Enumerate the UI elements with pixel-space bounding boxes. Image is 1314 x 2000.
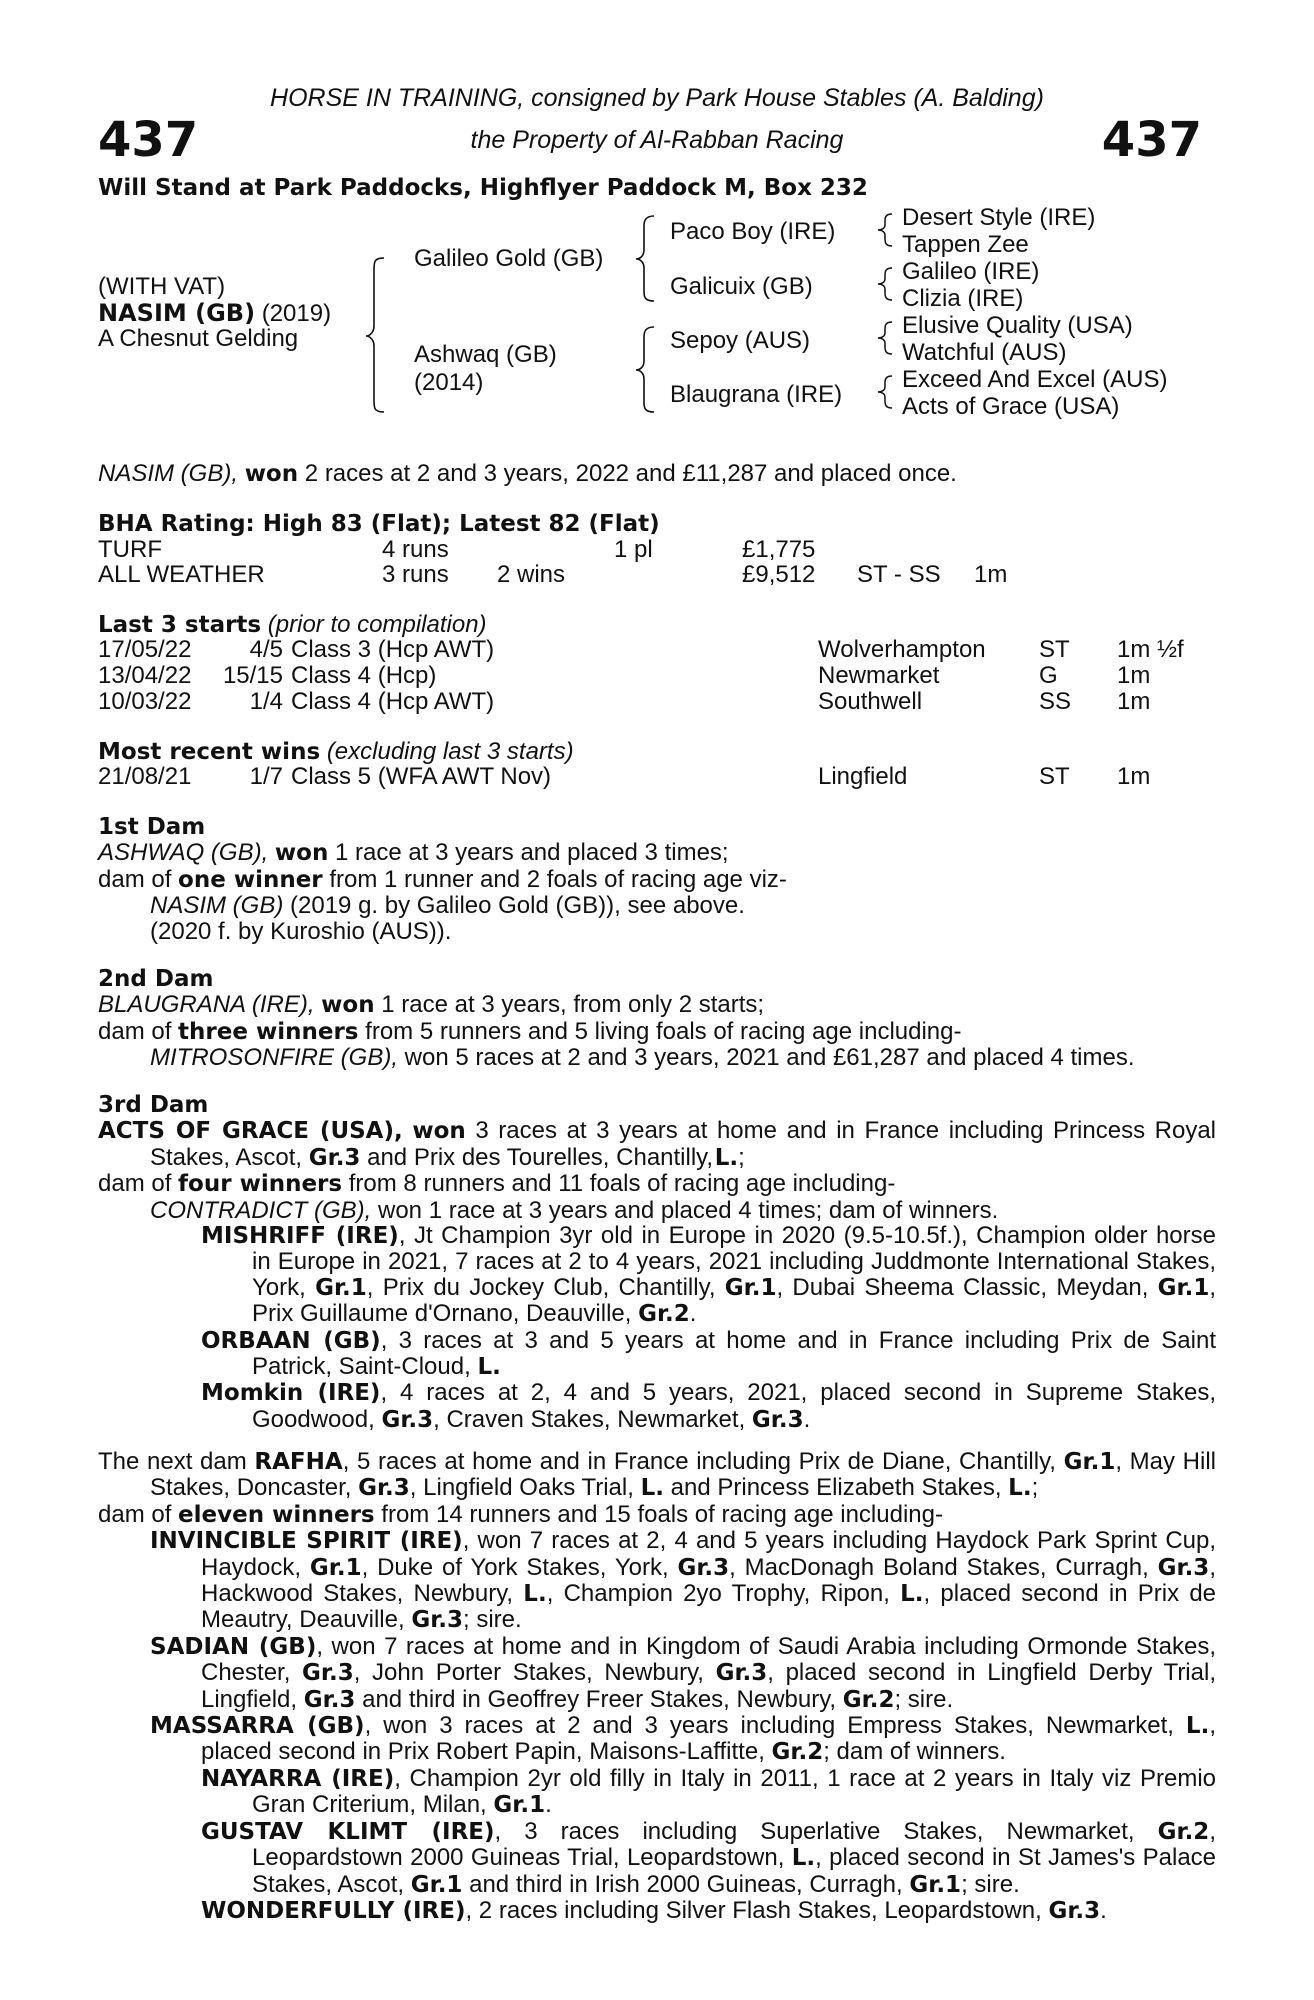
first-dam-won: won — [274, 840, 329, 867]
mishriff-grade-1: Gr.1 — [315, 1274, 367, 1301]
first-dam-record: 1 race at 3 years and placed 3 times; — [335, 839, 729, 867]
orbaan-text: , 3 races at 3 and 5 years at home and in France including Prix de Saint Patrick, Saint-Cloud, — [252, 1326, 1216, 1381]
start-1-pos: 4/5 — [249, 636, 283, 663]
grandparent-3: Galileo (IRE) — [902, 258, 1040, 285]
win-1-distance: 1m — [1117, 763, 1151, 790]
grandparent-6: Watchful (AUS) — [902, 339, 1067, 366]
vat-note: (WITH VAT) — [98, 273, 226, 300]
second-dam-runners: from 5 runners and 5 living foals of racing age including- — [365, 1017, 962, 1045]
start-3-date: 10/03/22 — [98, 688, 192, 715]
sadian-text-5: ; sire. — [894, 1685, 954, 1713]
first-dam-line-4: (2020 f. by Kuroshio (AUS)). — [150, 917, 452, 945]
first-dam-runners: from 1 runner and 2 foals of racing age viz- — [329, 865, 787, 893]
first-dam-foal-1-text: (2019 g. by Galileo Gold (GB)), see above. — [290, 892, 745, 920]
sadian-name: SADIAN (GB) — [150, 1633, 317, 1660]
momkin-grade-1: Gr.3 — [381, 1406, 434, 1433]
mishriff-entry — [98, 1223, 1216, 1328]
start-2-going: G — [1039, 662, 1058, 689]
first-dam-foal-1-name: NASIM (GB) — [150, 892, 284, 920]
rating-turf-runs: 4 runs — [382, 536, 449, 563]
mitrosonfire-name: MITROSONFIRE (GB), — [150, 1044, 398, 1072]
first-dam-line-2 — [98, 867, 1216, 893]
wonderfully-grade: Gr.3 — [1048, 1897, 1101, 1924]
property-line: the Property of Al-Rabban Racing — [470, 126, 844, 154]
sadian-grade-3: Gr.3 — [303, 1686, 356, 1713]
horse-description: A Chesnut Gelding — [98, 325, 299, 352]
sadian-grade-2: Gr.3 — [715, 1660, 768, 1687]
acts-of-grace-won: won — [412, 1118, 466, 1145]
second-dam-record: 1 race at 3 years, from only 2 starts; — [381, 991, 765, 1019]
momkin-text-1: , 4 races at 2, 4 and 5 years, 2021, placed second in Supreme Stakes, Goodwood, — [252, 1379, 1217, 1433]
win-1-going: ST — [1039, 763, 1070, 790]
race-summary — [98, 461, 957, 487]
third-dam-heading: 3rd Dam — [98, 1092, 209, 1118]
first-dam-name: ASHWAQ (GB), — [98, 839, 269, 867]
invincible-spirit-text-5: , Champion 2yo Trophy, Ripon, — [546, 1580, 890, 1608]
start-1-distance: 1m ½f — [1117, 636, 1184, 663]
rafha-text-2: , May Hill Stakes, Doncaster, — [150, 1448, 1217, 1502]
second-dam-line-2 — [98, 1019, 1216, 1045]
invincible-spirit-text-7: ; sire. — [463, 1606, 522, 1634]
first-dam-line-1 — [98, 840, 1216, 866]
massarra-text-1: , won 3 races at 2 and 3 years including Empress Stakes, Newmarket, — [364, 1712, 1174, 1740]
first-dam-damof: dam of — [98, 865, 172, 893]
rating-aw-surface: ALL WEATHER — [98, 561, 265, 588]
sire-sire: Paco Boy (IRE) — [670, 218, 836, 245]
mishriff-grade-3: Gr.1 — [1157, 1274, 1210, 1301]
grandparent-4: Clizia (IRE) — [902, 285, 1024, 312]
rating-aw-distance: 1m — [974, 561, 1008, 588]
massarra-text-3: ; dam of winners. — [823, 1738, 1006, 1766]
invincible-spirit-entry — [98, 1528, 1216, 1634]
acts-of-grace-text-3: ; — [738, 1143, 745, 1171]
start-2-distance: 1m — [1117, 662, 1151, 689]
dam-year: (2014) — [414, 369, 484, 396]
massarra-listed: L. — [1185, 1713, 1210, 1740]
gustav-klimt-text-3: , placed second in St James's Palace Stakes, Ascot, — [252, 1844, 1217, 1898]
grandparent-2: Tappen Zee — [902, 231, 1029, 258]
sadian-text-3: , placed second in Lingfield Derby Trial, Lingfield, — [201, 1659, 1216, 1713]
momkin-text-2: , Craven Stakes, Newmarket, — [433, 1405, 746, 1433]
win-1-date: 21/08/21 — [98, 763, 192, 790]
acts-of-grace-text-2: and Prix des Tourelles, Chantilly, — [367, 1143, 714, 1171]
win-1-course: Lingfield — [818, 763, 908, 790]
third-dam-section — [98, 1093, 1216, 1433]
invincible-spirit-grade-4: Gr.3 — [411, 1607, 463, 1634]
contradict-name: CONTRADICT (GB), — [150, 1196, 372, 1224]
invincible-spirit-text-4: , Hackwood Stakes, Newbury, — [201, 1553, 1216, 1608]
momkin-name: Momkin (IRE) — [201, 1380, 381, 1407]
acts-of-grace-name: ACTS OF GRACE (USA), — [98, 1118, 403, 1145]
sire-dam: Galicuix (GB) — [670, 273, 813, 300]
rating-turf-placed: 1 pl — [614, 536, 653, 563]
start-3-distance: 1m — [1117, 688, 1151, 715]
rating-aw-runs: 3 runs — [382, 561, 449, 588]
invincible-spirit-listed-1: L. — [523, 1581, 547, 1608]
second-dam-heading: 2nd Dam — [98, 966, 214, 992]
next-dam-winners: eleven winners — [178, 1501, 375, 1528]
second-dam-line-1 — [98, 992, 1216, 1018]
rating-aw-earnings: £9,512 — [742, 561, 816, 588]
start-1-going: ST — [1039, 636, 1070, 663]
massarra-entry — [98, 1713, 1216, 1766]
next-dam-runners: from 14 runners and 15 foals of racing age including- — [381, 1500, 943, 1528]
grandparent-7: Exceed And Excel (AUS) — [902, 366, 1168, 393]
rafha-name: RAFHA — [254, 1449, 343, 1475]
contradict-entry — [98, 1198, 1216, 1223]
sadian-text-2: , John Porter Stakes, Newbury, — [353, 1659, 704, 1687]
momkin-entry — [98, 1380, 1216, 1433]
sadian-grade-4: Gr.2 — [842, 1686, 895, 1713]
last3-heading — [98, 611, 487, 639]
orbaan-listed: L. — [477, 1354, 501, 1381]
invincible-spirit-text-2: , Duke of York Stakes, York, — [361, 1553, 669, 1581]
summary-text: 2 races at 2 and 3 years, 2022 and £11,287 and placed once. — [304, 460, 957, 487]
next-dam-section — [98, 1449, 1216, 1924]
rafha-text-3: , Lingfield Oaks Trial, — [409, 1474, 634, 1502]
grandparent-8: Acts of Grace (USA) — [902, 393, 1120, 420]
momkin-text-3: . — [803, 1405, 811, 1433]
second-dam-section — [98, 967, 1216, 1071]
start-1-course: Wolverhampton — [818, 636, 986, 663]
grandparent-5: Elusive Quality (USA) — [902, 312, 1133, 339]
first-dam-line-3 — [98, 893, 1216, 918]
rafha-entry — [98, 1449, 1216, 1502]
contradict-record: won 1 race at 3 years and placed 4 times; dam of winners. — [378, 1196, 999, 1224]
third-dam-winners: four winners — [178, 1171, 343, 1198]
gustav-klimt-name: GUSTAV KLIMT (IRE) — [201, 1818, 495, 1845]
second-dam-name: BLAUGRANA (IRE), — [98, 991, 315, 1019]
dam-dam: Blaugrana (IRE) — [670, 381, 843, 408]
start-2-pos: 15/15 — [222, 662, 283, 689]
mishriff-text-3: , Dubai Sheema Classic, Meydan, — [776, 1273, 1149, 1301]
gustav-klimt-text-5: ; sire. — [961, 1870, 1020, 1898]
nayarra-text-1: , Champion 2yr old filly in Italy in 2011, 1 race at 2 years in Italy viz Premio Gran Criterium, Milan, — [252, 1764, 1216, 1819]
start-2-course: Newmarket — [818, 662, 940, 689]
gustav-klimt-entry — [98, 1819, 1216, 1898]
second-dam-winners: three winners — [178, 1018, 359, 1045]
start-3-pos: 1/4 — [249, 688, 283, 715]
win-1-pos: 1/7 — [249, 763, 283, 790]
gustav-klimt-text-1: , 3 races including Superlative Stakes, Newmarket, — [494, 1817, 1135, 1845]
invincible-spirit-grade-3: Gr.3 — [1157, 1554, 1210, 1581]
rating-turf-earnings: £1,775 — [742, 536, 816, 563]
invincible-spirit-text-1: , won 7 races at 2, 4 and 5 years including Haydock Park Sprint Cup, Haydock, — [201, 1527, 1217, 1581]
start-2-date: 13/04/22 — [98, 662, 192, 689]
stand-location: Will Stand at Park Paddocks, Highflyer Paddock M, Box 232 — [98, 175, 868, 201]
gustav-klimt-text-4: and third in Irish 2000 Guineas, Curragh, — [469, 1870, 903, 1898]
last3-title: Last 3 starts — [98, 612, 262, 638]
mishriff-text-4: , Prix Guillaume d'Ornano, Deauville, — [252, 1273, 1217, 1328]
horse-name: NASIM (GB) — [98, 299, 256, 327]
dam: Ashwaq (GB) — [414, 341, 557, 368]
sadian-text-1: , won 7 races at home and in Kingdom of Saudi Arabia including Ormonde Stakes, Chester, — [201, 1632, 1217, 1687]
massarra-text-2: , placed second in Prix Robert Papin, Maisons-Laffitte, — [201, 1712, 1216, 1766]
mitrosonfire-record: won 5 races at 2 and 3 years, 2021 and £61,287 and placed 4 times. — [404, 1044, 1135, 1072]
invincible-spirit-name: INVINCIBLE SPIRIT (IRE) — [150, 1528, 463, 1555]
mishriff-grade-4: Gr.2 — [638, 1301, 690, 1328]
wonderfully-text-2: . — [1100, 1896, 1107, 1924]
win-1-class: Class 5 (WFA AWT Nov) — [291, 763, 552, 790]
start-3-going: SS — [1039, 688, 1072, 715]
last3-note: (prior to compilation) — [267, 611, 487, 638]
rafha-text-5: ; — [1031, 1474, 1039, 1502]
consignor-line: HORSE IN TRAINING, consigned by Park House Stables (A. Balding) — [270, 84, 1044, 112]
massarra-name: MASSARRA (GB) — [150, 1713, 365, 1740]
orbaan-name: ORBAAN (GB) — [201, 1327, 381, 1354]
acts-of-grace-text-1: 3 races at 3 years at home and in France including Princess Royal Stakes, Ascot, — [150, 1117, 1217, 1171]
horse-year: (2019) — [261, 300, 332, 327]
invincible-spirit-listed-2: L. — [900, 1581, 924, 1608]
nayarra-entry — [98, 1766, 1216, 1819]
acts-of-grace-entry — [98, 1118, 1216, 1171]
grandparent-1: Desert Style (IRE) — [902, 204, 1096, 231]
start-2-class: Class 4 (Hcp) — [291, 662, 437, 689]
summary-horse-name: NASIM (GB), — [98, 460, 239, 487]
orbaan-entry — [98, 1328, 1216, 1381]
mishriff-grade-2: Gr.1 — [724, 1274, 777, 1301]
recent-heading — [98, 738, 574, 766]
gustav-klimt-listed: L. — [791, 1845, 816, 1872]
rafha-intro: The next dam — [98, 1448, 247, 1475]
gustav-klimt-grade-2: Gr.1 — [410, 1871, 463, 1898]
wonderfully-name: WONDERFULLY (IRE) — [201, 1897, 466, 1924]
second-dam-won: won — [321, 992, 375, 1019]
momkin-grade-2: Gr.3 — [751, 1406, 804, 1433]
second-dam-line-3 — [98, 1045, 1216, 1070]
mishriff-text-1: , Jt Champion 3yr old in Europe in 2020 (9.5-10.5f.), Champion older horse in Europe in 2021, 7 races at 2 to 4 years, 2021 including Juddmonte International Stakes, York, — [252, 1222, 1216, 1301]
recent-title: Most recent wins — [98, 739, 321, 765]
sire: Galileo Gold (GB) — [414, 245, 604, 272]
rating-aw-wins: 2 wins — [497, 561, 566, 588]
start-1-class: Class 3 (Hcp AWT) — [291, 636, 495, 663]
bha-rating: BHA Rating: High 83 (Flat); Latest 82 (Flat) — [98, 511, 660, 537]
first-dam-heading: 1st Dam — [98, 814, 206, 840]
invincible-spirit-text-6: , placed second in Prix de Meautry, Deauville, — [201, 1580, 1217, 1634]
recent-note: (excluding last 3 starts) — [326, 738, 574, 765]
lot-number-left: 437 — [98, 112, 199, 168]
rafha-listed-1: L. — [640, 1475, 664, 1502]
rafha-text-4: and Princess Elizabeth Stakes, — [670, 1474, 1002, 1502]
rafha-listed-2: L. — [1008, 1475, 1032, 1502]
start-3-class: Class 4 (Hcp AWT) — [291, 688, 495, 715]
start-3-course: Southwell — [818, 688, 923, 715]
summary-won: won — [244, 461, 299, 487]
gustav-klimt-grade-1: Gr.2 — [1157, 1818, 1210, 1845]
nayarra-text-2: . — [545, 1791, 552, 1819]
wonderfully-text-1: , 2 races including Silver Flash Stakes, Leopardstown, — [465, 1896, 1042, 1924]
gustav-klimt-grade-3: Gr.1 — [909, 1871, 962, 1898]
sadian-grade-1: Gr.3 — [302, 1660, 354, 1687]
second-dam-damof: dam of — [98, 1017, 172, 1045]
dam-sire: Sepoy (AUS) — [670, 327, 811, 354]
rafha-grade-2: Gr.3 — [358, 1475, 410, 1502]
rating-turf-surface: TURF — [98, 536, 162, 563]
rating-aw-going: ST - SS — [857, 561, 941, 588]
gustav-klimt-text-2: , Leopardstown 2000 Guineas Trial, Leopardstown, — [252, 1817, 1216, 1872]
acts-of-grace-grade: Gr.3 — [308, 1144, 361, 1171]
mishriff-text-2: , Prix du Jockey Club, Chantilly, — [366, 1273, 716, 1301]
next-dam-damof-line — [98, 1502, 1216, 1528]
mishriff-text-5: . — [689, 1300, 697, 1328]
nayarra-name: NAYARRA (IRE) — [201, 1765, 395, 1792]
massarra-grade: Gr.2 — [771, 1739, 824, 1766]
next-dam-damof: dam of — [98, 1500, 172, 1528]
wonderfully-entry — [98, 1898, 1216, 1924]
invincible-spirit-grade-1: Gr.1 — [309, 1554, 362, 1581]
lot-number-right: 437 — [1101, 112, 1202, 168]
third-dam-damof: dam of — [98, 1170, 172, 1198]
rafha-text-1: , 5 races at home and in France including Prix de Diane, Chantilly, — [342, 1448, 1056, 1475]
invincible-spirit-grade-2: Gr.3 — [677, 1554, 730, 1581]
rafha-grade-1: Gr.1 — [1063, 1449, 1116, 1475]
invincible-spirit-text-3: , MacDonagh Boland Stakes, Curragh, — [729, 1553, 1149, 1581]
first-dam-winners: one winner — [178, 866, 323, 893]
start-1-date: 17/05/22 — [98, 636, 192, 663]
third-dam-runners: from 8 runners and 11 foals of racing age including- — [348, 1170, 896, 1198]
sadian-text-4: and third in Geoffrey Freer Stakes, Newbury, — [362, 1685, 837, 1713]
third-dam-damof-line — [98, 1171, 1216, 1197]
acts-of-grace-listed: L. — [714, 1144, 739, 1171]
nayarra-grade: Gr.1 — [493, 1792, 546, 1819]
sadian-entry — [98, 1634, 1216, 1713]
first-dam-section — [98, 815, 1216, 944]
mishriff-name: MISHRIFF (IRE) — [201, 1223, 399, 1250]
